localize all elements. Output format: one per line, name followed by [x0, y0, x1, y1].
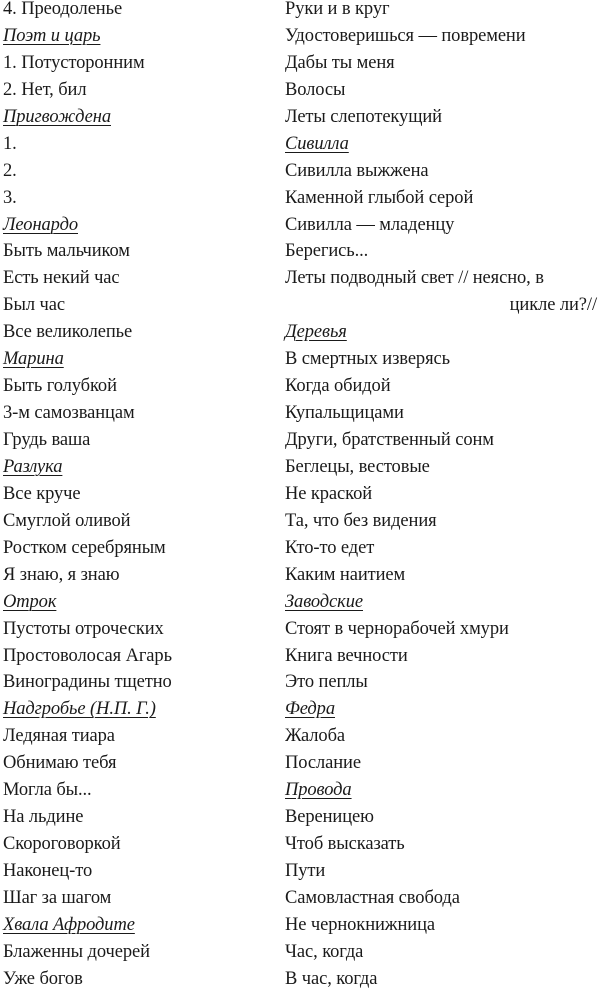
list-item: Сивилла — младенцу	[285, 214, 455, 235]
section-heading: Хвала Афродите	[3, 914, 135, 935]
list-item: Быть мальчиком	[3, 241, 130, 262]
section-heading: Сивилла	[285, 133, 349, 154]
section-heading: Заводские	[285, 591, 363, 612]
list-item: Леты подводный свет // неясно, в	[285, 268, 544, 289]
list-item: Шаг за шагом	[3, 887, 112, 908]
list-item: В час, когда	[285, 968, 378, 989]
list-item: В смертных изверясь	[285, 349, 450, 370]
list-item: Други, братственный сонм	[285, 430, 494, 450]
section-heading: Пригвождена	[3, 106, 111, 127]
list-item: Есть некий час	[3, 268, 120, 289]
list-item: 3.	[3, 187, 17, 208]
section-heading: Марина	[3, 349, 64, 370]
section-heading: Надгробье (Н.П. Г.)	[3, 699, 156, 720]
list-item: Могла бы...	[3, 780, 92, 801]
list-item: На льдине	[3, 807, 84, 828]
list-item: Самовластная свобода	[285, 887, 460, 908]
list-item: Все круче	[3, 483, 81, 504]
section-heading: Деревья	[285, 322, 347, 343]
list-item: Смуглой оливой	[3, 510, 131, 531]
section-heading: Провода	[285, 780, 352, 801]
list-item: Жалоба	[285, 726, 345, 747]
list-item: Руки и в круг	[285, 0, 390, 19]
section-heading: Разлука	[3, 456, 63, 477]
list-item: Чтоб высказать	[285, 834, 405, 855]
list-item: Был час	[3, 295, 65, 316]
list-item: Обнимаю тебя	[3, 753, 117, 774]
left-column-list	[3, 0, 278, 993]
list-item: Ледяная тиара	[3, 726, 115, 747]
list-item: Та, что без видения	[285, 510, 437, 531]
list-item: Волосы	[285, 79, 346, 100]
list-item: Книга вечности	[285, 645, 408, 666]
list-item: Послание	[285, 753, 361, 774]
list-item: Кто-то едет	[285, 537, 375, 558]
list-item: Дабы ты меня	[285, 52, 395, 73]
list-item: Берегись...	[285, 241, 369, 262]
list-item: Ростком серебряным	[3, 537, 166, 558]
list-item: Быть голубкой	[3, 376, 117, 397]
section-heading: Леонардо	[3, 214, 78, 235]
list-item: Скороговоркой	[3, 834, 121, 855]
list-item: 3-м самозванцам	[3, 403, 135, 424]
list-item: Стоят в чернорабочей хмури	[285, 618, 509, 639]
list-item: Вереницею	[285, 807, 374, 828]
list-item: Час, когда	[285, 941, 364, 962]
list-item: Пустоты отроческих	[3, 618, 164, 639]
list-item: Это пеплы	[285, 672, 368, 693]
list-item: Уже богов	[3, 968, 83, 989]
list-item: 4. Преодоленье	[3, 0, 123, 19]
right-column-list	[285, 0, 597, 993]
list-item: Каким наитием	[285, 564, 406, 585]
list-item: Беглецы, вестовые	[285, 456, 430, 477]
list-item: Грудь ваша	[3, 430, 91, 450]
section-heading: Отрок	[3, 591, 57, 612]
list-item: Пути	[285, 861, 326, 881]
list-item: 2.	[3, 160, 17, 181]
list-item: Все великолепье	[3, 322, 133, 343]
list-item: Не краской	[285, 483, 373, 504]
list-item: 1.	[3, 133, 17, 154]
continuation-line: цикле ли?//	[509, 295, 597, 316]
list-item: Удостоверишься — повремени	[285, 25, 526, 46]
list-item: Сивилла выжжена	[285, 160, 429, 181]
list-item: Леты слепотекущий	[285, 106, 442, 127]
list-item: Когда обидой	[285, 376, 391, 397]
section-heading: Поэт и царь	[3, 25, 101, 46]
section-heading: Федра	[285, 699, 335, 720]
list-item: 1. Потусторонним	[3, 52, 145, 73]
list-item: Наконец-то	[3, 861, 93, 881]
list-item: Виноградины тщетно	[3, 672, 172, 693]
list-item: Не чернокнижница	[285, 914, 435, 935]
list-item: Каменной глыбой серой	[285, 187, 474, 208]
list-item: Простоволосая Агарь	[3, 645, 172, 666]
list-item: 2. Нет, бил	[3, 79, 87, 100]
list-item: Я знаю, я знаю	[3, 564, 120, 585]
list-item: Купальщицами	[285, 403, 404, 424]
list-item: Блаженны дочерей	[3, 941, 150, 962]
